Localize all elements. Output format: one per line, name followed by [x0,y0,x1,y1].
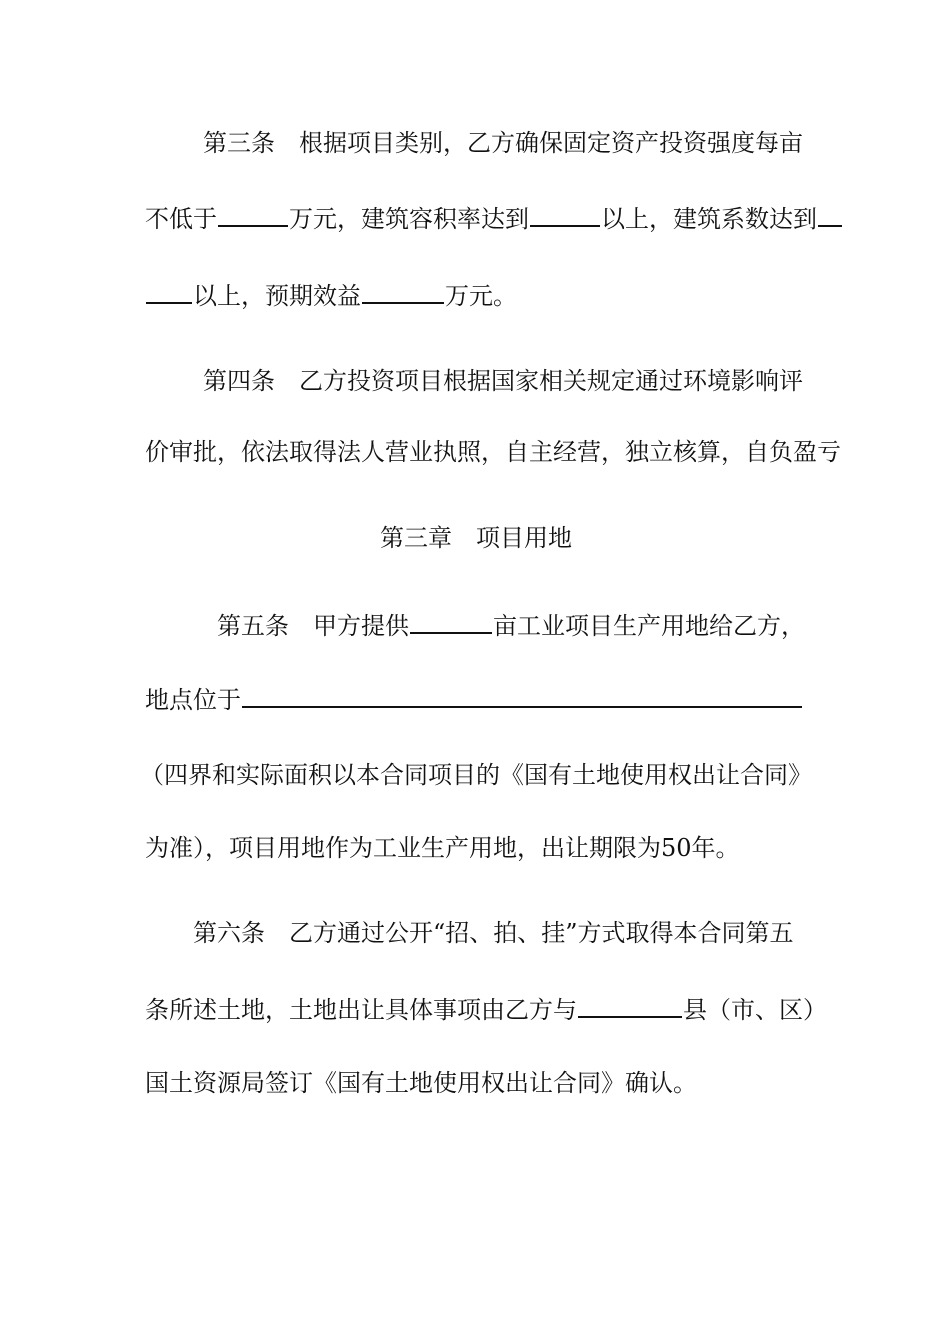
article3-text: 不低于 [145,205,217,233]
article5-text: 地点位于 [145,686,241,714]
article5-text: 甲方提供 [313,612,409,640]
article5-line1 [217,610,805,641]
article4-text: 乙方投资项目根据国家相关规定通过环境影响评 [299,367,803,395]
article6-text: 乙方通过公开“招、拍、挂”方式取得本合同第五 [289,919,794,947]
article3-heading: 第三条 [203,129,275,157]
blank-plot-ratio[interactable] [530,203,600,227]
blank-building-coefficient-end[interactable] [146,280,192,304]
chapter-heading [380,523,572,553]
article3-text: 以上，预期效益 [193,282,361,310]
blank-expected-benefit[interactable] [362,280,444,304]
chapter-title: 项目用地 [476,524,572,552]
article3-text: 根据项目类别，乙方确保固定资产投资强度每亩 [299,129,803,157]
article6-line3 [145,1068,697,1098]
article3-line3 [145,280,517,311]
article5-text: （四界和实际面积以本合同项目的《国有土地使用权出让合同》 [140,761,812,789]
article5-heading: 第五条 [217,612,289,640]
chapter-label: 第三章 [380,524,452,552]
blank-county[interactable] [578,994,682,1018]
article3-line2 [145,203,843,234]
article6-line2 [145,994,827,1025]
article5-text: 亩工业项目生产用地给乙方， [493,612,805,640]
article5-line3 [140,760,812,790]
article3-line1 [203,128,803,158]
article4-heading: 第四条 [203,367,275,395]
article6-line1 [193,918,794,948]
article5-line4 [145,833,740,863]
article4-text: 价审批，依法取得法人营业执照，自主经营，独立核算，自负盈亏 [145,438,841,466]
article3-text: 万元。 [445,282,517,310]
article4-line2 [145,437,841,467]
article6-text: 条所述土地，土地出让具体事项由乙方与 [145,996,577,1024]
article3-text: 万元，建筑容积率达到 [289,205,529,233]
blank-location[interactable] [242,684,802,708]
article6-heading: 第六条 [193,919,265,947]
article5-text: 为准），项目用地作为工业生产用地，出让期限为50年。 [145,834,740,862]
article4-line1 [203,366,803,396]
article6-text: 县（市、区） [683,996,827,1024]
article6-text: 国土资源局签订《国有土地使用权出让合同》确认。 [145,1069,697,1097]
article3-text: 以上，建筑系数达到 [601,205,817,233]
blank-building-coefficient-start[interactable] [818,203,842,227]
blank-land-area[interactable] [410,610,492,634]
article5-line2 [145,684,803,715]
blank-investment[interactable] [218,203,288,227]
